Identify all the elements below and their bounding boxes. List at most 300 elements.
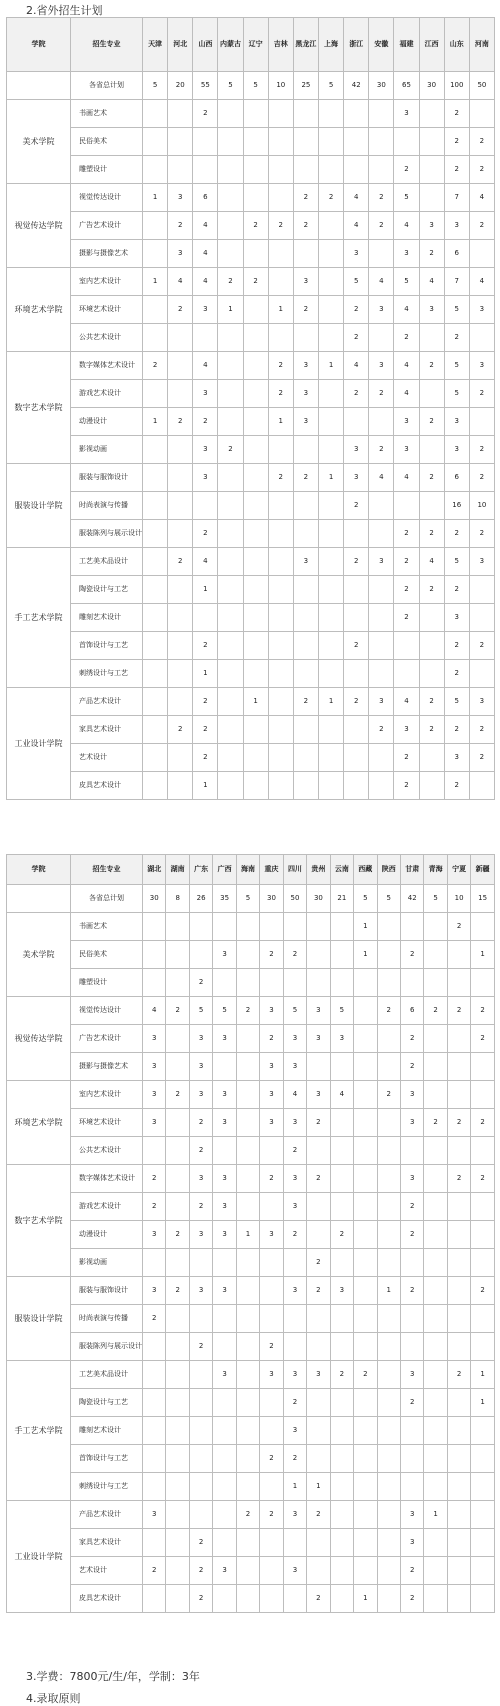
quota-cell: [318, 744, 343, 772]
quota-cell: 1: [268, 408, 293, 436]
quota-cell: 3: [330, 1025, 353, 1053]
quota-cell: [400, 1249, 423, 1277]
quota-cell: [168, 100, 193, 128]
quota-cell: [307, 1557, 330, 1585]
quota-cell: [307, 969, 330, 997]
quota-cell: [469, 100, 494, 128]
quota-cell: 1: [318, 688, 343, 716]
header-province: 山西: [193, 18, 218, 72]
total-value: 5: [424, 885, 447, 913]
quota-cell: 1: [377, 1277, 400, 1305]
quota-cell: [354, 1277, 377, 1305]
quota-cell: [354, 1501, 377, 1529]
quota-cell: [268, 100, 293, 128]
quota-cell: 2: [469, 744, 494, 772]
quota-cell: 2: [400, 1277, 423, 1305]
quota-cell: 3: [213, 1109, 236, 1137]
quota-cell: [330, 1333, 353, 1361]
total-value: 5: [318, 72, 343, 100]
quota-cell: 2: [419, 688, 444, 716]
quota-cell: 2: [400, 1557, 423, 1585]
quota-cell: 2: [444, 576, 469, 604]
quota-cell: [166, 1249, 189, 1277]
quota-cell: [471, 1081, 494, 1109]
quota-cell: [344, 408, 369, 436]
college-cell: 手工艺术学院: [7, 548, 71, 688]
quota-cell: [419, 604, 444, 632]
quota-cell: [344, 744, 369, 772]
quota-cell: [400, 1445, 423, 1473]
quota-cell: [318, 436, 343, 464]
quota-cell: [424, 1025, 447, 1053]
quota-cell: 2: [193, 632, 218, 660]
quota-cell: 2: [469, 212, 494, 240]
quota-cell: [369, 324, 394, 352]
quota-cell: [218, 688, 243, 716]
header-major: 招生专业: [71, 855, 143, 885]
quota-cell: 2: [444, 716, 469, 744]
quota-cell: [424, 1585, 447, 1613]
quota-cell: [354, 1081, 377, 1109]
quota-cell: [189, 941, 212, 969]
quota-cell: [424, 1277, 447, 1305]
quota-cell: 3: [400, 1501, 423, 1529]
quota-cell: 2: [394, 156, 419, 184]
quota-cell: 3: [469, 688, 494, 716]
quota-cell: 2: [394, 548, 419, 576]
quota-cell: 1: [243, 688, 268, 716]
quota-cell: [354, 1557, 377, 1585]
quota-cell: 3: [283, 1501, 306, 1529]
quota-cell: 4: [394, 212, 419, 240]
quota-cell: [268, 324, 293, 352]
quota-cell: 3: [213, 1221, 236, 1249]
quota-cell: [236, 1277, 259, 1305]
quota-cell: 3: [193, 436, 218, 464]
quota-cell: 3: [260, 1361, 283, 1389]
quota-cell: [377, 1221, 400, 1249]
quota-cell: 2: [193, 716, 218, 744]
table-row: [7, 1585, 495, 1613]
quota-cell: [354, 1221, 377, 1249]
quota-cell: 3: [260, 1109, 283, 1137]
quota-cell: 2: [394, 604, 419, 632]
quota-cell: [166, 1109, 189, 1137]
total-value: 35: [213, 885, 236, 913]
quota-cell: 2: [189, 1109, 212, 1137]
quota-cell: 2: [193, 520, 218, 548]
quota-cell: 2: [471, 1277, 494, 1305]
quota-cell: [236, 1529, 259, 1557]
quota-cell: [243, 156, 268, 184]
quota-cell: 2: [419, 576, 444, 604]
quota-cell: [143, 520, 168, 548]
quota-cell: 4: [369, 268, 394, 296]
total-blank-cell: [7, 885, 71, 913]
major-cell: 环境艺术设计: [71, 296, 143, 324]
header-province: 西藏: [354, 855, 377, 885]
quota-cell: 2: [447, 913, 470, 941]
table-row: [7, 1249, 495, 1277]
quota-cell: 6: [444, 240, 469, 268]
quota-cell: [354, 1529, 377, 1557]
header-province: 重庆: [260, 855, 283, 885]
quota-cell: [447, 1417, 470, 1445]
quota-cell: [369, 604, 394, 632]
quota-cell: 3: [400, 1081, 423, 1109]
quota-cell: 5: [394, 268, 419, 296]
major-cell: 视觉传达设计: [71, 184, 143, 212]
table-row: [7, 969, 495, 997]
total-value: 50: [283, 885, 306, 913]
major-cell: 广告艺术设计: [71, 1025, 143, 1053]
quota-cell: [424, 1417, 447, 1445]
quota-cell: [424, 941, 447, 969]
quota-cell: 4: [419, 548, 444, 576]
quota-cell: 3: [419, 296, 444, 324]
quota-cell: 3: [213, 941, 236, 969]
quota-cell: 6: [400, 997, 423, 1025]
quota-cell: [143, 296, 168, 324]
quota-cell: 5: [394, 184, 419, 212]
quota-cell: 2: [293, 184, 318, 212]
table-row: [7, 464, 495, 492]
quota-cell: [213, 1137, 236, 1165]
quota-cell: [168, 156, 193, 184]
quota-cell: 3: [444, 408, 469, 436]
quota-cell: [330, 1137, 353, 1165]
quota-cell: 2: [143, 1305, 166, 1333]
quota-cell: [143, 941, 166, 969]
quota-cell: [471, 1333, 494, 1361]
quota-cell: 2: [369, 716, 394, 744]
quota-cell: [344, 128, 369, 156]
quota-cell: [143, 688, 168, 716]
quota-cell: [218, 520, 243, 548]
quota-cell: 2: [268, 464, 293, 492]
major-cell: 时尚表演与传播: [71, 492, 143, 520]
table-row: [7, 1361, 495, 1389]
quota-cell: 4: [193, 212, 218, 240]
major-cell: 产品艺术设计: [71, 688, 143, 716]
quota-cell: [318, 380, 343, 408]
quota-cell: [419, 184, 444, 212]
total-label: 各省总计划: [71, 885, 143, 913]
major-cell: 雕刻艺术设计: [71, 604, 143, 632]
quota-cell: [218, 632, 243, 660]
header-province: 河北: [168, 18, 193, 72]
quota-cell: 2: [243, 212, 268, 240]
total-value: 25: [293, 72, 318, 100]
quota-cell: [236, 1361, 259, 1389]
quota-cell: 2: [469, 436, 494, 464]
quota-cell: 3: [193, 380, 218, 408]
quota-cell: 3: [400, 1529, 423, 1557]
quota-cell: [218, 464, 243, 492]
total-value: 55: [193, 72, 218, 100]
quota-cell: [330, 1501, 353, 1529]
quota-cell: [354, 1445, 377, 1473]
table-row: [7, 744, 495, 772]
quota-cell: [318, 576, 343, 604]
enrollment-table-1: [6, 17, 495, 800]
quota-cell: [419, 156, 444, 184]
quota-cell: [471, 1417, 494, 1445]
total-value: 5: [377, 885, 400, 913]
quota-cell: [189, 1473, 212, 1501]
quota-cell: 3: [293, 380, 318, 408]
quota-cell: 3: [283, 1165, 306, 1193]
quota-cell: 2: [400, 1389, 423, 1417]
header-major: 招生专业: [71, 18, 143, 72]
quota-cell: [400, 1473, 423, 1501]
quota-cell: [166, 1165, 189, 1193]
quota-cell: [307, 941, 330, 969]
major-cell: 皮具艺术设计: [71, 1585, 143, 1613]
major-cell: 工艺美术品设计: [71, 548, 143, 576]
major-cell: 首饰设计与工艺: [71, 632, 143, 660]
major-cell: 服装与服饰设计: [71, 464, 143, 492]
section-heading-admission-principles: 4.录取原则: [26, 1692, 81, 1705]
quota-cell: 2: [444, 324, 469, 352]
major-cell: 雕刻艺术设计: [71, 1417, 143, 1445]
major-cell: 影视动画: [71, 436, 143, 464]
college-cell: 视觉传达学院: [7, 997, 71, 1081]
quota-cell: 2: [318, 184, 343, 212]
college-cell: 手工艺术学院: [7, 1361, 71, 1501]
quota-cell: 2: [189, 1137, 212, 1165]
quota-cell: [447, 1529, 470, 1557]
quota-cell: 2: [193, 688, 218, 716]
quota-cell: 3: [213, 1081, 236, 1109]
quota-cell: 3: [143, 1501, 166, 1529]
quota-cell: 7: [444, 268, 469, 296]
quota-cell: [394, 660, 419, 688]
quota-cell: 2: [344, 688, 369, 716]
quota-cell: [354, 1137, 377, 1165]
quota-cell: [143, 1417, 166, 1445]
section-heading-tuition: 3.学费：7800元/生/年，学制：3年: [26, 1670, 200, 1683]
quota-cell: 1: [268, 296, 293, 324]
quota-cell: [213, 1501, 236, 1529]
quota-cell: [318, 128, 343, 156]
quota-cell: [318, 604, 343, 632]
quota-cell: [318, 240, 343, 268]
quota-cell: 4: [394, 296, 419, 324]
quota-cell: [166, 1417, 189, 1445]
quota-cell: [369, 156, 394, 184]
quota-cell: [189, 1305, 212, 1333]
quota-cell: 2: [469, 464, 494, 492]
quota-cell: [424, 1193, 447, 1221]
quota-cell: [293, 632, 318, 660]
quota-cell: [377, 1445, 400, 1473]
quota-cell: [143, 772, 168, 800]
table-row: [7, 184, 495, 212]
quota-cell: 2: [268, 352, 293, 380]
quota-cell: [166, 969, 189, 997]
quota-cell: 2: [307, 1109, 330, 1137]
quota-cell: [243, 464, 268, 492]
quota-cell: 3: [369, 688, 394, 716]
quota-cell: [471, 1053, 494, 1081]
table-row: [7, 1557, 495, 1585]
quota-cell: 2: [344, 632, 369, 660]
quota-cell: [236, 1389, 259, 1417]
table-row: [7, 1221, 495, 1249]
header-province: 新疆: [471, 855, 494, 885]
quota-cell: [268, 688, 293, 716]
quota-cell: [293, 772, 318, 800]
major-cell: 数字媒体艺术设计: [71, 1165, 143, 1193]
quota-cell: 2: [419, 520, 444, 548]
quota-cell: [168, 688, 193, 716]
quota-cell: [143, 1585, 166, 1613]
quota-cell: 3: [307, 1361, 330, 1389]
quota-cell: 2: [444, 772, 469, 800]
quota-cell: [377, 1137, 400, 1165]
quota-cell: [213, 1053, 236, 1081]
quota-cell: 2: [218, 436, 243, 464]
quota-cell: [377, 1389, 400, 1417]
quota-cell: [424, 1361, 447, 1389]
quota-cell: [218, 324, 243, 352]
quota-cell: [189, 913, 212, 941]
quota-cell: [447, 1193, 470, 1221]
table-row: [7, 1277, 495, 1305]
quota-cell: 3: [293, 548, 318, 576]
quota-cell: 3: [283, 1557, 306, 1585]
quota-cell: [369, 576, 394, 604]
quota-cell: 1: [307, 1473, 330, 1501]
header-province: 广东: [189, 855, 212, 885]
quota-cell: [268, 268, 293, 296]
quota-cell: [447, 1305, 470, 1333]
major-cell: 家具艺术设计: [71, 716, 143, 744]
quota-cell: 3: [213, 1557, 236, 1585]
quota-cell: 3: [283, 1417, 306, 1445]
college-cell: 工业设计学院: [7, 688, 71, 800]
major-cell: 动漫设计: [71, 408, 143, 436]
quota-cell: 2: [168, 716, 193, 744]
total-value: 5: [243, 72, 268, 100]
quota-cell: 4: [394, 352, 419, 380]
quota-cell: 3: [307, 997, 330, 1025]
quota-cell: [260, 913, 283, 941]
quota-cell: [424, 1053, 447, 1081]
quota-cell: 3: [394, 240, 419, 268]
quota-cell: [213, 1249, 236, 1277]
quota-cell: [166, 1053, 189, 1081]
table-row: [7, 436, 495, 464]
major-cell: 游戏艺术设计: [71, 1193, 143, 1221]
quota-cell: 4: [193, 352, 218, 380]
major-cell: 工艺美术品设计: [71, 1361, 143, 1389]
quota-cell: 2: [400, 1585, 423, 1613]
total-value: 5: [218, 72, 243, 100]
major-cell: 广告艺术设计: [71, 212, 143, 240]
header-province: 甘肃: [400, 855, 423, 885]
quota-cell: 5: [330, 997, 353, 1025]
quota-cell: [377, 1305, 400, 1333]
quota-cell: [369, 520, 394, 548]
total-value: 30: [369, 72, 394, 100]
header-province: 湖北: [143, 855, 166, 885]
quota-cell: [260, 1305, 283, 1333]
quota-cell: 2: [143, 1557, 166, 1585]
quota-cell: [318, 268, 343, 296]
quota-cell: [318, 632, 343, 660]
quota-cell: [354, 1305, 377, 1333]
quota-cell: [377, 1025, 400, 1053]
table-row: [7, 1417, 495, 1445]
quota-cell: 3: [394, 716, 419, 744]
quota-cell: [283, 969, 306, 997]
quota-cell: [424, 1249, 447, 1277]
quota-cell: [168, 520, 193, 548]
quota-cell: 3: [469, 352, 494, 380]
quota-cell: [236, 1081, 259, 1109]
quota-cell: 6: [444, 464, 469, 492]
quota-cell: 3: [444, 212, 469, 240]
quota-cell: [377, 1165, 400, 1193]
quota-cell: [189, 1389, 212, 1417]
quota-cell: 2: [189, 1557, 212, 1585]
quota-cell: 3: [168, 184, 193, 212]
quota-cell: [166, 913, 189, 941]
quota-cell: 4: [419, 268, 444, 296]
quota-cell: 2: [400, 1025, 423, 1053]
quota-cell: 4: [344, 212, 369, 240]
quota-cell: [447, 1445, 470, 1473]
quota-cell: [469, 240, 494, 268]
quota-cell: [168, 324, 193, 352]
quota-cell: 3: [168, 240, 193, 268]
quota-cell: [236, 1305, 259, 1333]
quota-cell: [243, 296, 268, 324]
quota-cell: [318, 324, 343, 352]
quota-cell: [419, 436, 444, 464]
quota-cell: 3: [213, 1165, 236, 1193]
header-province: 福建: [394, 18, 419, 72]
quota-cell: 4: [344, 352, 369, 380]
quota-cell: 2: [447, 1165, 470, 1193]
quota-cell: [330, 1165, 353, 1193]
quota-cell: [471, 1445, 494, 1473]
quota-cell: 2: [344, 548, 369, 576]
total-value: 50: [469, 72, 494, 100]
quota-cell: [166, 941, 189, 969]
quota-cell: [447, 1557, 470, 1585]
quota-cell: 1: [143, 268, 168, 296]
quota-cell: [189, 1249, 212, 1277]
quota-cell: [143, 576, 168, 604]
quota-cell: [400, 913, 423, 941]
header-province: 云南: [330, 855, 353, 885]
college-cell: 服装设计学院: [7, 464, 71, 548]
table-row: [7, 660, 495, 688]
quota-cell: [330, 1417, 353, 1445]
quota-cell: [318, 408, 343, 436]
college-cell: 服装设计学院: [7, 1277, 71, 1361]
quota-cell: [243, 772, 268, 800]
quota-cell: [318, 492, 343, 520]
college-cell: 数字艺术学院: [7, 352, 71, 464]
quota-cell: [330, 1529, 353, 1557]
quota-cell: 2: [283, 1445, 306, 1473]
header-province: 吉林: [268, 18, 293, 72]
quota-cell: 2: [369, 436, 394, 464]
